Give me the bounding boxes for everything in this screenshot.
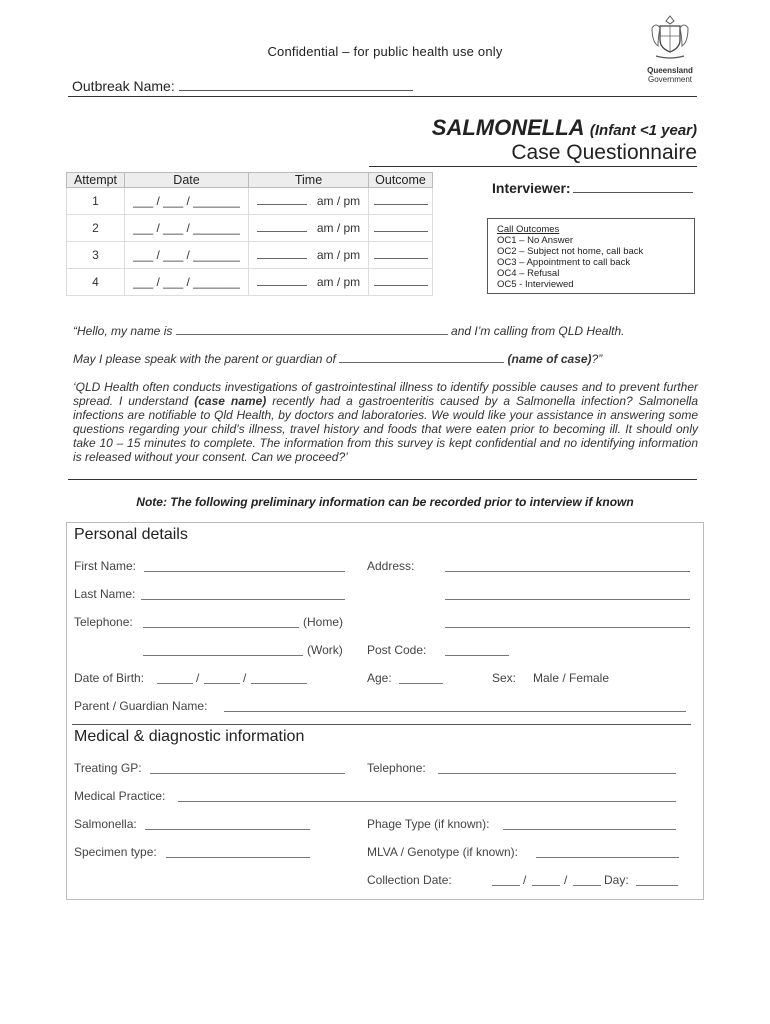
am-pm-label: am / pm <box>316 275 361 289</box>
collection-year-input[interactable] <box>573 884 601 886</box>
attempt-time-input[interactable] <box>249 242 369 269</box>
page-title <box>432 115 697 141</box>
attempt-number: 3 <box>67 242 125 269</box>
speak-script <box>73 352 698 366</box>
speak-close: ?” <box>591 352 603 366</box>
am-pm-label: am / pm <box>316 221 361 235</box>
attempt-number: 1 <box>67 188 125 215</box>
title-sub: (Infant <1 year) <box>589 122 697 139</box>
list-item: OC4 – Refusal <box>497 268 560 279</box>
section-divider <box>72 724 691 725</box>
confidential-banner: Confidential – for public health use only <box>267 44 503 59</box>
attempt-time-input[interactable] <box>249 269 369 296</box>
attempt-date-input[interactable]: ___ / ___ / _______ <box>125 242 249 269</box>
salmonella-label: Salmonella: <box>74 817 137 831</box>
address-input-2[interactable] <box>445 598 690 600</box>
interviewer-label: Interviewer: <box>492 180 571 196</box>
collection-date-label: Collection Date: <box>367 873 452 887</box>
treating-gp-input[interactable] <box>150 772 345 774</box>
collection-month-input[interactable] <box>532 884 560 886</box>
interviewer-field <box>492 180 693 196</box>
last-name-input[interactable] <box>141 598 345 600</box>
age-input[interactable] <box>399 682 443 684</box>
coat-of-arms-icon <box>648 12 692 60</box>
dob-year-input[interactable] <box>251 682 307 684</box>
interviewer-name-input[interactable] <box>176 324 448 335</box>
list-item: OC5 - Interviewed <box>497 279 574 290</box>
intro-script <box>73 324 698 338</box>
home-label: (Home) <box>303 615 344 629</box>
address-input-3[interactable] <box>445 626 690 628</box>
personal-details-heading: Personal details <box>74 526 188 543</box>
col-outcome: Outcome <box>369 173 433 188</box>
post-code-input[interactable] <box>445 654 509 656</box>
telephone-label: Telephone: <box>74 615 133 629</box>
specimen-type-input[interactable] <box>166 856 310 858</box>
preliminary-note: Note: The following preliminary information can be recorded prior to interview if known <box>136 495 634 509</box>
list-item: OC3 – Appointment to call back <box>497 257 631 268</box>
attempt-date-input[interactable]: ___ / ___ / _______ <box>125 215 249 242</box>
interviewer-input[interactable] <box>573 180 693 193</box>
attempt-outcome-input[interactable] <box>369 269 433 296</box>
speak-case-name: (name of case) <box>507 352 592 366</box>
title-main: SALMONELLA <box>431 115 584 140</box>
medical-heading: Medical & diagnostic information <box>74 728 305 745</box>
dob-separator: / <box>196 671 200 685</box>
attempt-date-input[interactable]: ___ / ___ / _______ <box>125 269 249 296</box>
attempt-outcome-input[interactable] <box>369 188 433 215</box>
list-item: OC2 – Subject not home, call back <box>497 246 644 257</box>
collection-weekday-input[interactable] <box>636 884 678 886</box>
mlva-input[interactable] <box>536 856 679 858</box>
salmonella-input[interactable] <box>145 828 310 830</box>
medical-practice-input[interactable] <box>178 800 676 802</box>
mlva-label: MLVA / Genotype (if known): <box>367 845 518 859</box>
attempt-date-input[interactable]: ___ / ___ / _______ <box>125 188 249 215</box>
am-pm-label: am / pm <box>316 194 361 208</box>
outbreak-name-field <box>72 78 413 94</box>
title-rule <box>369 166 697 167</box>
collection-day-input[interactable] <box>492 884 520 886</box>
last-name-label: Last Name: <box>74 587 136 601</box>
date-separator: / <box>523 873 527 887</box>
attempt-time-input[interactable] <box>249 188 369 215</box>
age-label: Age: <box>367 671 392 685</box>
first-name-input[interactable] <box>144 570 345 572</box>
treating-gp-label: Treating GP: <box>74 761 142 775</box>
consent-text-1: ‘QLD Health often conducts investigations of gastrointestinal illness to identify possible causes and to prevent further spread. I understand <box>73 380 698 408</box>
logo-text-government: Government <box>647 75 693 84</box>
guardian-name-label: Parent / Guardian Name: <box>74 699 208 713</box>
dob-month-input[interactable] <box>204 682 240 684</box>
medical-practice-label: Medical Practice: <box>74 789 166 803</box>
intro-hello-text: “Hello, my name is <box>73 324 173 338</box>
logo-text-queensland: Queensland <box>647 66 693 75</box>
page-subtitle: Case Questionnaire <box>511 141 697 164</box>
header-rule <box>68 96 697 97</box>
government-logo <box>640 12 700 86</box>
table-row <box>67 215 433 242</box>
outbreak-name-input[interactable] <box>179 78 413 91</box>
call-outcomes-heading: Call Outcomes <box>497 224 560 235</box>
work-phone-input[interactable] <box>143 654 303 656</box>
section-rule <box>68 479 697 480</box>
first-name-label: First Name: <box>74 559 137 573</box>
am-pm-label: am / pm <box>316 248 361 262</box>
date-separator: / <box>564 873 568 887</box>
address-input-1[interactable] <box>445 570 690 572</box>
phage-type-input[interactable] <box>503 828 676 830</box>
dob-day-input[interactable] <box>157 682 193 684</box>
guardian-of-input[interactable] <box>339 352 504 363</box>
guardian-name-input[interactable] <box>224 710 686 712</box>
gp-telephone-input[interactable] <box>438 772 676 774</box>
consent-text-2: recently had a gastroenteritis caused by a Salmonella infection? Salmonella infections are notifiable to Qld Health, by doctors and laboratories. We would like your assistance in answering some questions regarding your child’s illness, travel history and foods that were eaten prior to becoming ill. It should only take 10 – 15 minutes to complete. The information from this survey is kept confidential and no identifying information is released without your consent. Can we proceed?’ <box>73 394 698 464</box>
outbreak-name-label: Outbreak Name: <box>72 78 175 94</box>
attempt-outcome-input[interactable] <box>369 242 433 269</box>
gp-telephone-label: Telephone: <box>367 761 426 775</box>
attempts-header-row <box>67 173 433 188</box>
phage-type-label: Phage Type (if known): <box>367 817 490 831</box>
sex-options[interactable]: Male / Female <box>533 671 610 685</box>
attempt-number: 4 <box>67 269 125 296</box>
attempts-table <box>66 172 433 296</box>
table-row <box>67 269 433 296</box>
sex-label: Sex: <box>492 671 517 685</box>
list-item: OC1 – No Answer <box>497 235 574 246</box>
home-phone-input[interactable] <box>143 626 299 628</box>
dob-label: Date of Birth: <box>74 671 145 685</box>
col-date: Date <box>125 173 249 188</box>
day-label: Day: <box>604 873 629 887</box>
work-label: (Work) <box>307 643 343 657</box>
table-row <box>67 188 433 215</box>
dob-separator: / <box>243 671 247 685</box>
call-outcomes-legend <box>487 218 695 294</box>
post-code-label: Post Code: <box>367 643 427 657</box>
table-row <box>67 242 433 269</box>
intro-calling-text: and I’m calling from QLD Health. <box>451 324 625 338</box>
consent-paragraph <box>73 380 698 464</box>
attempt-number: 2 <box>67 215 125 242</box>
attempt-outcome-input[interactable] <box>369 215 433 242</box>
col-time: Time <box>249 173 369 188</box>
consent-case-name: (case name) <box>194 394 267 408</box>
col-attempt: Attempt <box>67 173 125 188</box>
address-label: Address: <box>367 559 415 573</box>
speak-text: May I please speak with the parent or guardian of <box>73 352 336 366</box>
specimen-type-label: Specimen type: <box>74 845 157 859</box>
attempt-time-input[interactable] <box>249 215 369 242</box>
